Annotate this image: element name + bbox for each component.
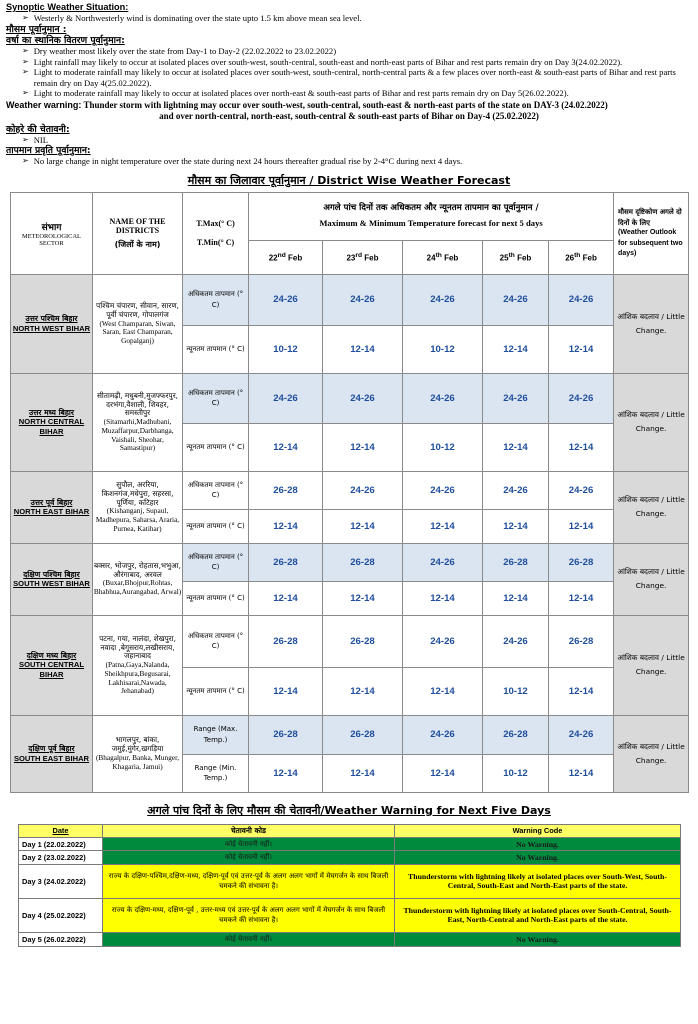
min-temp-value: 10-12 — [403, 423, 483, 471]
warning-label: Weather warning: — [6, 99, 82, 110]
warning-code-en-header: Warning Code — [395, 824, 681, 837]
min-temp-value: 12-14 — [549, 509, 614, 543]
district-list: सीतामढ़ी, मधुबनी,मुजफ्फरपुर, दरभंगा,वैशाली, शिवहर, समस्तीपुर (Sitamarhi,Madhubani, Muzaffarpur,Darbhanga, Vaishali, Sheohar, Samastipur) — [93, 373, 183, 471]
district-list: पटना, गया, नालंदा, शेखपुरा, नवादा ,बेगूसराय,लखीसराय, जहानाबाद (Patna,Gaya,Nalanda, Sheikhpura,Begusarai, Lakhisarai,Nawada, Jehanabad) — [93, 615, 183, 715]
arrow-bullet-icon: ➢ — [22, 56, 29, 66]
min-temp-value: 12-14 — [483, 423, 549, 471]
warning-rows — [19, 837, 681, 946]
max-temp-value: 24-26 — [483, 373, 549, 423]
forecast-item: ➢ Light to moderate rainfall may likely to occur at isolated places over north-east & south-east parts of Bihar and rest parts remain dry on Day 5(26.02.2022). — [22, 88, 569, 99]
max-temp-value: 24-26 — [549, 471, 614, 509]
outlook-cell: आंशिक बदलाव / Little Change. — [614, 715, 689, 792]
outlook-cell: आंशिक बदलाव / Little Change. — [614, 471, 689, 543]
max-temp-value: 26-28 — [549, 543, 614, 581]
min-temp-label: न्यूनतम तापमान (° C) — [183, 581, 249, 615]
min-temp-value: 12-14 — [249, 754, 323, 792]
min-temp-value: 12-14 — [249, 423, 323, 471]
max-temp-value: 24-26 — [403, 715, 483, 754]
min-temp-value: 12-14 — [549, 423, 614, 471]
forecast-heading: मौसम पूर्वानुमान : — [6, 23, 67, 35]
arrow-bullet-icon: ➢ — [22, 67, 29, 77]
district-list: भागलपुर, बांका, जमुई,मुंगेर,खगड़िया (Bhagalpur, Banka, Munger, Khagaria, Jamui) — [93, 715, 183, 792]
district-list: बक्सर, भोजपुर, रोहतास,भभुआ, औरंगाबाद, अरवल (Buxar,Bhojpur,Rohtas, Bhabhua,Aurangabad, Arwal) — [93, 543, 183, 615]
sector-max-row — [11, 373, 689, 423]
min-temp-value: 12-14 — [549, 667, 614, 715]
max-temp-value: 24-26 — [403, 543, 483, 581]
max-temp-value: 26-28 — [323, 543, 403, 581]
sector-rows — [11, 274, 689, 792]
arrow-bullet-icon: ➢ — [22, 156, 29, 166]
max-temp-value: 26-28 — [249, 471, 323, 509]
warning-row — [19, 851, 681, 865]
max-temp-value: 24-26 — [549, 274, 614, 325]
max-temp-value: 26-28 — [249, 715, 323, 754]
warning-date: Day 5 (26.02.2022) — [19, 932, 103, 946]
min-temp-value: 10-12 — [249, 325, 323, 373]
warning-text-hi: कोई चेतावनी नहीं। — [103, 851, 395, 865]
warning-text-hi: राज्य के दक्षिण-मध्य, दक्षिण-पूर्व , उत्तर-मध्य एवं उत्तर-पूर्व के अलग अलग भागों में मेघगर्जन के साथ बिजली चमकने की संभावना है। — [103, 898, 395, 932]
warning-text-en: No Warning. — [395, 932, 681, 946]
warning-header-row — [19, 824, 681, 837]
warning-row — [19, 932, 681, 946]
warning-line2: and over north-central, north-east, south-central & south-east parts of Bihar on Day-4 (25.02.2022) — [159, 110, 539, 121]
date-header: Date — [19, 824, 103, 837]
max-temp-label: Range (Max. Temp.) — [183, 715, 249, 754]
sector-name: दक्षिण मध्य बिहार SOUTH CENTRAL BIHAR — [11, 615, 93, 715]
min-temp-value: 12-14 — [249, 667, 323, 715]
warning-text-hi: राज्य के दक्षिण-पश्चिम,दक्षिण-मध्य, दक्षिण-पूर्व एवं उत्तर-पूर्व के अलग अलग भागों में मेघगर्जन के साथ बिजली चमकने की संभावना है। — [103, 864, 395, 898]
max-temp-value: 24-26 — [549, 373, 614, 423]
arrow-bullet-icon: ➢ — [22, 134, 29, 144]
outlook-cell: आंशिक बदलाव / Little Change. — [614, 615, 689, 715]
min-temp-label: न्यूनतम तापमान (° C) — [183, 423, 249, 471]
table-header-row — [11, 192, 689, 240]
fog-heading: कोहरे की चेतावनी: — [6, 123, 70, 135]
warning-text-en: Thunderstorm with lightning likely at isolated places over South-Central, South-East, North-Central and North-East parts of the state. — [395, 898, 681, 932]
sector-name: उत्तर पश्चिम बिहार NORTH WEST BIHAR — [11, 274, 93, 373]
max-temp-value: 26-28 — [549, 615, 614, 667]
max-temp-value: 24-26 — [403, 471, 483, 509]
min-temp-value: 12-14 — [403, 509, 483, 543]
warning-text-hi: कोई चेतावनी नहीं। — [103, 837, 395, 851]
districts-header: NAME OF THE DISTRICTS (जिलों के नाम) — [93, 192, 183, 274]
max-temp-value: 24-26 — [403, 373, 483, 423]
min-temp-value: 12-14 — [323, 423, 403, 471]
warning-date: Day 2 (23.02.2022) — [19, 851, 103, 865]
max-temp-value: 24-26 — [483, 274, 549, 325]
warning-line1: Thunder storm with lightning may occur over south-west, south-central, south-east & north-east parts of the state on DAY-3 (24.02.2022) — [83, 99, 608, 110]
max-temp-value: 26-28 — [323, 715, 403, 754]
day-header: 22nd Feb — [249, 240, 323, 274]
max-temp-value: 24-26 — [323, 471, 403, 509]
warning-text-hi: कोई चेतावनी नहीं। — [103, 932, 395, 946]
warning-date: Day 4 (25.02.2022) — [19, 898, 103, 932]
warning-text-en: No Warning. — [395, 837, 681, 851]
min-temp-value: 12-14 — [249, 581, 323, 615]
max-temp-label: अधिकतम तापमान (° C) — [183, 615, 249, 667]
arrow-bullet-icon: ➢ — [22, 88, 29, 98]
max-temp-value: 26-28 — [249, 543, 323, 581]
forecast-item: ➢ Light rainfall may likely to occur at isolated places over south-west, south-central, south-east and north-east parts of Bihar and rest parts remain dry on Day 3(24.02.2022). — [22, 56, 623, 67]
rain-forecast-heading: वर्षा का स्थानिक वितरण पूर्वानुमान: — [6, 34, 125, 46]
min-temp-value: 10-12 — [483, 754, 549, 792]
warning-text-en: No Warning. — [395, 851, 681, 865]
weather-warning — [6, 100, 692, 111]
warning-table — [18, 824, 681, 947]
tmax-tmin-header: T.Max(° C) T.Min(° C) — [183, 192, 249, 274]
min-temp-label: न्यूनतम तापमान (° C) — [183, 667, 249, 715]
sector-max-row — [11, 274, 689, 325]
sector-name: उत्तर पूर्व बिहार NORTH EAST BIHAR — [11, 471, 93, 543]
min-temp-label: Range (Min. Temp.) — [183, 754, 249, 792]
warning-row — [19, 837, 681, 851]
bulletin-text — [0, 0, 698, 167]
max-temp-value: 26-28 — [249, 615, 323, 667]
max-temp-value: 24-26 — [249, 373, 323, 423]
warning-row — [19, 898, 681, 932]
sector-max-row — [11, 615, 689, 667]
day-header: 24th Feb — [403, 240, 483, 274]
max-temp-value: 26-28 — [483, 715, 549, 754]
day-header: 25th Feb — [483, 240, 549, 274]
max-temp-label: अधिकतम तापमान (° C) — [183, 471, 249, 509]
forecast-item: ➢ Light to moderate rainfall may likely to occur at isolated places over south-west, south-central, north-central parts & a few places over north-east & south-east parts of Bihar and rest parts remain dry on Day 4(25.02.2022). — [22, 67, 676, 88]
max-temp-label: अधिकतम तापमान (° C) — [183, 543, 249, 581]
outlook-cell: आंशिक बदलाव / Little Change. — [614, 373, 689, 471]
temp-item: ➢ No large change in night temperature over the state during next 24 hours thereafter gradual rise by 2-4°C during next 4 days. — [22, 156, 463, 167]
outlook-cell: आंशिक बदलाव / Little Change. — [614, 543, 689, 615]
sector-name: दक्षिण पश्चिम बिहार SOUTH WEST BIHAR — [11, 543, 93, 615]
min-temp-value: 12-14 — [483, 581, 549, 615]
min-temp-value: 12-14 — [249, 509, 323, 543]
district-forecast-title: मौसम का जिलावार पूर्वानुमान / District Wise Weather Forecast — [187, 173, 511, 187]
outlook-header: मौसम दृष्टिकोण अगले दो दिनों के लिए (Weather Outlook for subsequent two days) — [614, 192, 689, 274]
fog-item: ➢ NIL — [22, 134, 49, 145]
min-temp-value: 12-14 — [483, 325, 549, 373]
warning-table-title: अगले पांच दिनों के लिए मौसम की चेतावनी/Weather Warning for Next Five Days — [147, 803, 551, 817]
sector-max-row — [11, 543, 689, 581]
max-temp-value: 24-26 — [323, 373, 403, 423]
min-temp-value: 12-14 — [323, 509, 403, 543]
max-temp-value: 24-26 — [483, 615, 549, 667]
min-temp-value: 12-14 — [403, 581, 483, 615]
min-temp-label: न्यूनतम तापमान (° C) — [183, 325, 249, 373]
min-temp-value: 12-14 — [549, 754, 614, 792]
min-temp-value: 12-14 — [323, 754, 403, 792]
max-temp-value: 24-26 — [403, 615, 483, 667]
warning-date: Day 1 (22.02.2022) — [19, 837, 103, 851]
max-temp-value: 24-26 — [483, 471, 549, 509]
warning-date: Day 3 (24.02.2022) — [19, 864, 103, 898]
min-temp-value: 12-14 — [549, 325, 614, 373]
min-temp-value: 12-14 — [323, 581, 403, 615]
min-temp-value: 10-12 — [403, 325, 483, 373]
district-list: पश्चिम चंपारण, सीवान, सारण, पूर्वी चंपारण, गोपालगंज (West Champaran, Siwan, Saran, East Champaran, Gopalganj) — [93, 274, 183, 373]
warning-row — [19, 864, 681, 898]
five-day-forecast-header: अगले पांच दिनों तक अधिकतम और न्यूनतम तापमान का पूर्वानुमान / Maximum & Minimum Temperature forecast for next 5 days — [249, 192, 614, 240]
temp-heading: तापमान प्रवृति पूर्वानुमान: — [6, 145, 91, 157]
outlook-cell: आंशिक बदलाव / Little Change. — [614, 274, 689, 373]
forecast-item: ➢ Dry weather most likely over the state from Day-1 to Day-2 (22.02.2022 to 23.02.2022) — [22, 46, 337, 57]
warning-code-hi-header: चेतावनी कोड — [103, 824, 395, 837]
max-temp-value: 24-26 — [549, 715, 614, 754]
day-header: 26th Feb — [549, 240, 614, 274]
synoptic-heading: Synoptic Weather Situation: — [6, 2, 129, 12]
warning-text-en: Thunderstorm with lightning likely at isolated places over South-West, South-Central, South-East and North-East parts of the state. — [395, 864, 681, 898]
min-temp-value: 12-14 — [549, 581, 614, 615]
min-temp-label: न्यूनतम तापमान (° C) — [183, 509, 249, 543]
max-temp-label: अधिकतम तापमान (° C) — [183, 373, 249, 423]
district-forecast-table — [10, 192, 689, 793]
synoptic-line: ➢ Westerly & Northwesterly wind is dominating over the state upto 1.5 km above mean sea level. — [22, 13, 362, 24]
day-header: 23rd Feb — [323, 240, 403, 274]
arrow-bullet-icon: ➢ — [22, 13, 29, 23]
min-temp-value: 12-14 — [323, 325, 403, 373]
sector-name: उत्तर मध्य बिहार NORTH CENTRAL BIHAR — [11, 373, 93, 471]
min-temp-value: 12-14 — [483, 509, 549, 543]
max-temp-value: 26-28 — [323, 615, 403, 667]
max-temp-value: 24-26 — [249, 274, 323, 325]
min-temp-value: 12-14 — [403, 754, 483, 792]
sector-name: दक्षिण पूर्व बिहार SOUTH EAST BIHAR — [11, 715, 93, 792]
min-temp-value: 10-12 — [483, 667, 549, 715]
arrow-bullet-icon: ➢ — [22, 46, 29, 56]
sector-header: संभाग METEOROLOGICAL SECTOR — [11, 192, 93, 274]
max-temp-value: 24-26 — [403, 274, 483, 325]
sector-max-row — [11, 471, 689, 509]
max-temp-label: अधिकतम तापमान (° C) — [183, 274, 249, 325]
min-temp-value: 12-14 — [403, 667, 483, 715]
district-list: सुपौल, अररिया, किशनगंज,मधेपुरा, सहरसा, पूर्णिया, कटिहार (Kishanganj, Supaul, Madhepura, Saharsa, Araria, Purnea, Katihar) — [93, 471, 183, 543]
max-temp-value: 26-28 — [483, 543, 549, 581]
sector-max-row — [11, 715, 689, 754]
max-temp-value: 24-26 — [323, 274, 403, 325]
min-temp-value: 12-14 — [323, 667, 403, 715]
